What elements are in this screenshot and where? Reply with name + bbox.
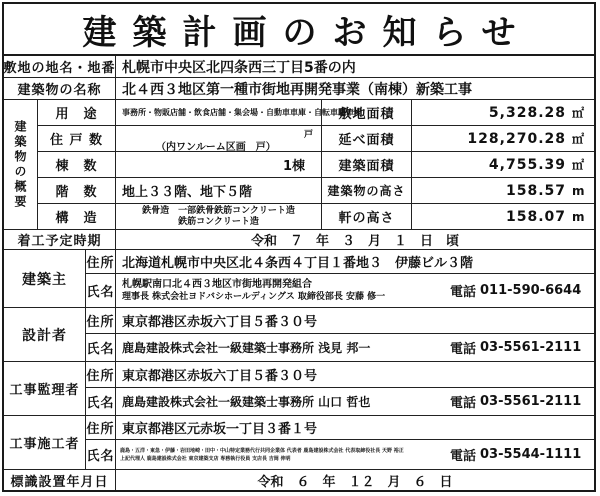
owner-address-label: 住所 [86, 250, 116, 274]
eave-height-value: 158.07 [412, 204, 572, 230]
designer-label: 設計者 [4, 308, 86, 362]
eave-height-unit: m [572, 204, 594, 230]
supervisor-address-label: 住所 [86, 362, 116, 388]
supervisor-address: 東京都港区赤坂六丁目５番３０号 [116, 362, 594, 388]
contractor-name-line-2: 上記代理人 鹿島建設株式会社 東京建築支店 専務執行役員 支店長 吉岡 伸明 [120, 455, 291, 462]
contractor-name-label: 氏名 [86, 440, 116, 470]
site-area-unit: ㎡ [572, 100, 594, 126]
supervisor-name-label: 氏名 [86, 388, 116, 416]
owner-phone: 011-590-6644 [480, 274, 594, 308]
contractor-address-label: 住所 [86, 416, 116, 440]
coverage-area-unit: ㎡ [572, 126, 594, 152]
owner-address: 北海道札幌市中央区北４条西４丁目１番地３ 伊藤ビル３階 [116, 250, 594, 274]
units-label: 住 戸 数 [38, 126, 116, 152]
supervisor-name: 鹿島建設株式会社一級建築士事務所 山口 哲也 [116, 388, 446, 416]
owner-label: 建築主 [4, 250, 86, 308]
structure-value [116, 204, 322, 230]
eave-height-label: 軒の高さ [322, 204, 412, 230]
floors-value: 地上３３階、地下５階 [116, 178, 322, 204]
owner-name-line-2: 理事長 株式会社ヨドバシホールディングス 取締役部長 安藤 修一 [122, 291, 386, 302]
height-unit: m [572, 178, 594, 204]
contractor-name-line-1: 鹿島・五洋・東急・伊藤・岩田地崎・田中・中山特定業務代行共同企業体 代表者 鹿島建設株式会社 代表取締役社長 天野 裕正 [120, 447, 404, 454]
owner-name-line-1: 札幌駅南口北４西３地区市街地再開発組合 [122, 278, 312, 290]
contractor-phone: 03-5544-1111 [480, 440, 594, 470]
designer-name: 鹿島建設株式会社一級建築士事務所 浅見 邦一 [116, 334, 446, 362]
coverage-area-label: 延べ面積 [322, 126, 412, 152]
contractor-address: 東京都港区元赤坂一丁目３番１号 [116, 416, 594, 440]
posted-date-label: 標識設置年月日 [4, 470, 116, 490]
floors-label: 階 数 [38, 178, 116, 204]
contractor-name [116, 440, 446, 470]
building-area-unit: ㎡ [572, 152, 594, 178]
height-value: 158.57 [412, 178, 572, 204]
structure-label: 構 造 [38, 204, 116, 230]
structure-line-2: 鉄筋コンクリート造 [178, 216, 259, 227]
building-name-label: 建築物の名称 [4, 78, 116, 100]
designer-phone-label: 電話 [446, 334, 480, 362]
supervisor-label: 工事監理者 [4, 362, 86, 416]
contractor-label: 工事施工者 [4, 416, 86, 470]
notice-title: 建築計画のお知らせ [4, 4, 594, 56]
units-box [116, 126, 322, 152]
designer-address-label: 住所 [86, 308, 116, 334]
buildings-label: 棟 数 [38, 152, 116, 178]
units-value: 戸 [303, 130, 313, 140]
designer-phone: 03-5561-2111 [480, 334, 594, 362]
designer-name-label: 氏名 [86, 334, 116, 362]
posted-date-value: 令和 ６ 年 １２ 月 ６ 日 [257, 474, 453, 490]
start-date-value: 令和 ７ 年 ３ 月 １ 日 頃 [116, 230, 594, 250]
use-value: 事務所・物販店舗・飲食店舗・集会場・自動車車庫・自転車駐車場 [116, 100, 322, 126]
building-name-value: 北４西３地区第一種市街地再開発事業（南棟）新築工事 [116, 78, 594, 100]
building-area-value: 4,755.39 [412, 152, 572, 178]
owner-name [116, 274, 446, 308]
structure-line-1: 鉄骨造 一部鉄骨鉄筋コンクリート造 [142, 205, 295, 216]
use-label: 用 途 [38, 100, 116, 126]
units-sub: （内ワンルーム区画 戸） [156, 142, 276, 153]
site-location-value: 札幌市中央区北四条西三丁目5番の内 [116, 56, 594, 78]
site-area-label: 敷地面積 [322, 100, 412, 126]
notice-board [2, 2, 596, 492]
site-location-label: 敷地の地名・地番 [4, 56, 116, 78]
owner-name-label: 氏名 [86, 274, 116, 308]
building-area-label: 建築面積 [322, 152, 412, 178]
buildings-value: 1棟 [116, 152, 322, 178]
height-label: 建築物の高さ [322, 178, 412, 204]
overview-group-label: 建築物の概要 [4, 100, 38, 230]
start-date-label: 着工予定時期 [4, 230, 116, 250]
designer-address: 東京都港区赤坂六丁目５番３０号 [116, 308, 594, 334]
coverage-area-value: 128,270.28 [412, 126, 572, 152]
site-area-value: 5,328.28 [412, 100, 572, 126]
supervisor-phone-label: 電話 [446, 388, 480, 416]
owner-phone-label: 電話 [446, 274, 480, 308]
supervisor-phone: 03-5561-2111 [480, 388, 594, 416]
contractor-phone-label: 電話 [446, 440, 480, 470]
